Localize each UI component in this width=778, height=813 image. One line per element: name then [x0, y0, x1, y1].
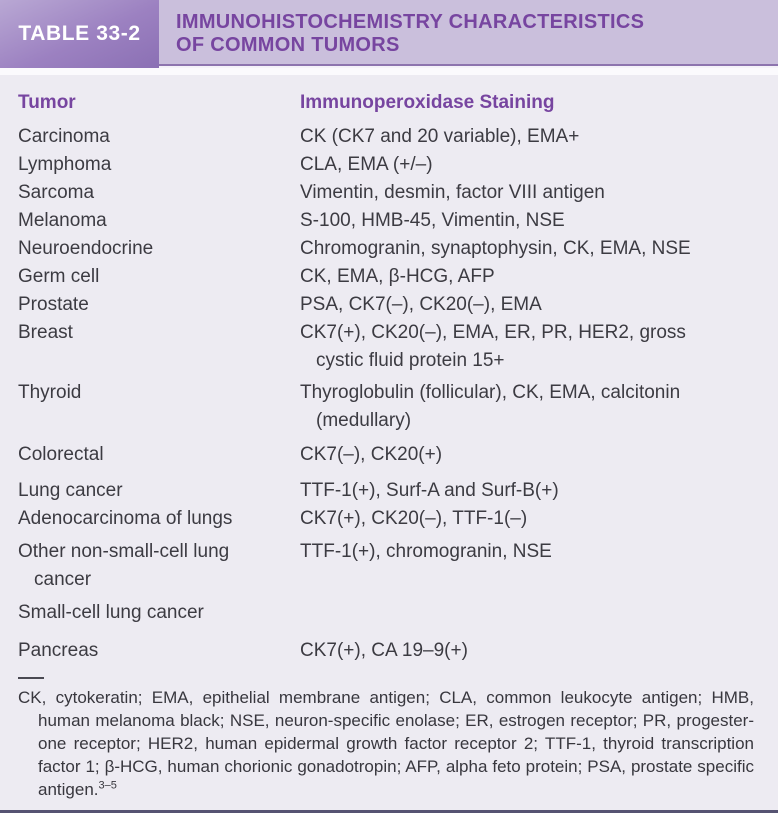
tumor-cell: Sarcoma	[18, 182, 95, 203]
staining-cell: PSA, CK7(–), CK20(–), EMA	[300, 294, 542, 315]
staining-cell: Thyroglobulin (follicular), CK, EMA, calcitonin (medullary)	[300, 382, 681, 431]
table-row	[18, 291, 754, 319]
tumor-cell: Other non-small-cell lung cancer	[18, 541, 230, 590]
staining-cell: CK7(+), CK20(–), EMA, ER, PR, HER2, gross cystic fluid protein 15+	[300, 322, 686, 371]
tumor-cell: Lymphoma	[18, 154, 112, 175]
table-title-line2: OF COMMON TUMORS	[176, 34, 400, 56]
header-divider-gap	[0, 68, 778, 75]
staining-cell: CK, EMA, β-HCG, AFP	[300, 266, 495, 287]
table-row	[18, 379, 754, 435]
tumor-cell: Thyroid	[18, 382, 82, 403]
tumor-cell: Germ cell	[18, 266, 100, 287]
staining-cell: TTF-1(+), Surf-A and Surf-B(+)	[300, 480, 559, 501]
staining-cell: CK7(+), CA 19–9(+)	[300, 640, 468, 661]
footnote-line	[18, 778, 754, 801]
footnote-citation: 3–5	[98, 779, 117, 792]
table-body	[0, 75, 778, 813]
table-row	[18, 207, 754, 235]
staining-cell: CK (CK7 and 20 variable), EMA+	[300, 126, 580, 147]
table-row	[18, 441, 754, 469]
column-header-staining: Immunoperoxidase Staining	[300, 92, 555, 113]
tumor-cell: Lung cancer	[18, 480, 123, 501]
tumor-cell: Carcinoma	[18, 126, 110, 147]
footnote-separator	[18, 677, 44, 679]
staining-cell: CLA, EMA (+/–)	[300, 154, 433, 175]
tumor-cell: Small-cell lung cancer	[18, 602, 204, 623]
table-row	[18, 235, 754, 263]
staining-cell: CK7(+), CK20(–), TTF-1(–)	[300, 508, 528, 529]
table-title-line1: IMMUNOHISTOCHEMISTRY CHARACTERISTICS	[176, 11, 645, 33]
table-row	[18, 637, 754, 665]
tumor-cell: Adenocarcinoma of lungs	[18, 508, 233, 529]
footnote-line: one receptor; HER2, human epidermal growth factor receptor 2; TTF-1, thyroid transcription	[38, 734, 754, 753]
staining-cell: S-100, HMB-45, Vimentin, NSE	[300, 210, 565, 231]
table-row	[18, 505, 754, 533]
staining-cell: Vimentin, desmin, factor VIII antigen	[300, 182, 605, 203]
table-number-label: TABLE 33-2	[0, 0, 159, 68]
column-header-row	[18, 89, 754, 117]
footnote-line: human melanoma black; NSE, neuron-specific enolase; ER, estrogen receptor; PR, progester-	[38, 711, 754, 730]
column-header-tumor: Tumor	[18, 92, 76, 113]
table-row	[18, 123, 754, 151]
table-row	[18, 319, 754, 375]
staining-cell: Chromogranin, synaptophysin, CK, EMA, NSE	[300, 238, 691, 259]
tumor-cell: Colorectal	[18, 444, 104, 465]
footnote-line: factor 1; β-HCG, human chorionic gonadotropin; AFP, alpha feto protein; PSA, prostate specific	[38, 757, 754, 776]
table-row	[18, 263, 754, 291]
staining-cell: TTF-1(+), chromogranin, NSE	[300, 541, 552, 562]
footnote	[18, 686, 754, 801]
table-row	[18, 477, 754, 505]
footnote-line: CK, cytokeratin; EMA, epithelial membrane antigen; CLA, common leukocyte antigen; HMB,	[18, 688, 754, 707]
table-title	[159, 0, 778, 66]
tumor-cell: Neuroendocrine	[18, 238, 154, 259]
table-row	[18, 599, 754, 627]
tumor-cell: Melanoma	[18, 210, 107, 231]
table-row	[18, 179, 754, 207]
table-header	[0, 0, 778, 68]
tumor-cell: Prostate	[18, 294, 89, 315]
table-row	[18, 538, 754, 594]
tumor-cell: Breast	[18, 322, 73, 343]
staining-cell: CK7(–), CK20(+)	[300, 444, 443, 465]
footnote-last-text: antigen.	[38, 780, 99, 799]
table-row	[18, 151, 754, 179]
tumor-cell: Pancreas	[18, 640, 99, 661]
